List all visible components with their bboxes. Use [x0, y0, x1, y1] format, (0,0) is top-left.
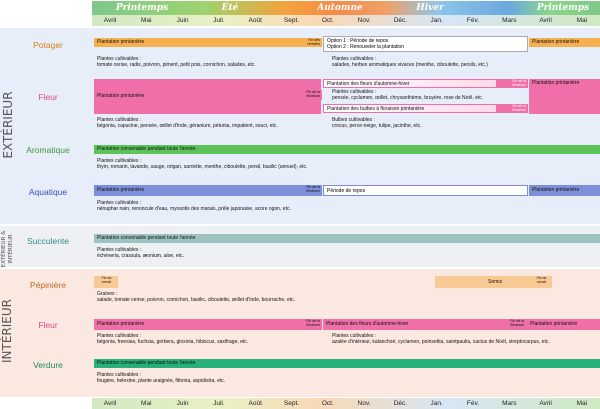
- month-label: Mai: [576, 400, 588, 407]
- verdure-note: Plantes cultivables : fougère, helexine, plante araignée, fittonia, aspidistra, etc.: [97, 372, 226, 385]
- pepiniere-note: Graines : salade, tomate cerise, poivron, cornichon, basilic, ciboulette, œillet d'Inde, bourrache, etc.: [97, 291, 296, 304]
- month-label: Déc.: [393, 400, 408, 407]
- potager-spring-bar: [94, 38, 321, 47]
- season-spring-2: Printemps: [536, 3, 590, 13]
- month-label: Sept.: [283, 400, 300, 407]
- aquatique-spring-bar-2: Plantation printanière: [529, 185, 600, 196]
- row-label-pepiniere: Pépinière: [30, 280, 66, 290]
- row-label-verdure: Verdure: [33, 360, 63, 370]
- month-label: Avril: [539, 17, 552, 24]
- verdure-bar: Plantation convenable pendant toute l'année: [94, 359, 600, 368]
- fleur-int-end-label: Fin de la floraison: [298, 319, 322, 330]
- fleur-note-left: Plantes cultivables : bégonia, capucine, pensée, œillet d'Inde, géranium, pétunia, impatient, souci, etc.: [97, 117, 278, 130]
- month-label: Sept.: [283, 17, 300, 24]
- season-summer: Été: [221, 3, 239, 13]
- month-label: Juil.: [213, 400, 225, 407]
- season-autumn: Automne: [317, 3, 363, 13]
- fleur-end-label: Fin de la floraison: [298, 90, 322, 100]
- aquatique-spring-bar: Plantation printanière: [94, 185, 321, 196]
- fleur-note-autumn: Plantes cultivables : pensée, cyclamen, œillet, chrysanthème, bruyère, rose de Noël, etc.: [332, 89, 484, 102]
- row-label-succulente: Succulente: [26, 236, 70, 246]
- pepiniere-semis-label: Semis: [488, 279, 502, 285]
- fleur-bulbs-end: Fin de la floraison: [496, 104, 528, 113]
- month-label: Avril: [103, 17, 117, 24]
- season-spring: Printemps: [115, 3, 169, 13]
- fleur-spring-bar-2: Plantation printanière: [529, 79, 600, 114]
- exterior-label: EXTÉRIEUR: [1, 91, 15, 159]
- fleur-autumn-end: Fin de la floraison: [496, 79, 528, 88]
- row-label-potager: Potager: [33, 40, 63, 50]
- fleur-int-spring-bar: Plantation printanière: [94, 319, 321, 330]
- aromatique-note: Plantes cultivables : thym, romarin, lavande, sauge, origan, sarriette, menthe, ciboulette, persil, basilic (annuel), etc.: [97, 158, 308, 171]
- month-label: Déc.: [393, 17, 408, 24]
- month-label: Mars: [502, 17, 517, 24]
- row-label-fleur: Fleur: [38, 92, 58, 102]
- succulente-bar: Plantation convenable pendant toute l'année: [94, 234, 600, 243]
- aquatique-rest-box: Période de repos: [323, 185, 528, 196]
- month-label: Jan.: [430, 400, 443, 407]
- potager-spring-bar-2: Plantation printanière: [529, 38, 600, 47]
- potager-end-label: Fin des récoltes: [298, 38, 322, 47]
- interior-label: INTÉRIEUR: [0, 299, 14, 364]
- fleur-spring-bar: Plantation printanière: [94, 79, 321, 114]
- fleur-int-autumn-end: Fin de la floraison: [496, 319, 526, 330]
- succulente-note: Plantes cultivables : échéveria, crassula, æonium, aloe, etc.: [97, 247, 184, 260]
- row-label-aquatique: Aquatique: [28, 187, 68, 197]
- fleur-int-note-left: Plantes cultivables : bégonia, freesias, fuchsia, gerbera, gloxinia, hibiscus, saxifrage, etc.: [97, 333, 249, 346]
- month-label: Août: [248, 17, 262, 24]
- mixed-label: EXTÉRIEUR & INTÉRIEUR: [1, 230, 14, 268]
- fleur-autumn-label: Plantation des fleurs d'automne-hiver: [327, 81, 410, 87]
- month-label: Fév.: [466, 400, 480, 407]
- month-label: Juin: [176, 17, 189, 24]
- potager-note-left: Plantes cultivables : tomate cerise, radis, poivron, piment, petit pois, cornichon, salades, etc.: [97, 56, 256, 69]
- month-label: Nov.: [357, 400, 371, 407]
- month-label: Juin: [176, 400, 189, 407]
- row-label-fleur-int: Fleur: [38, 320, 58, 330]
- potager-option2: Option 2 : Renouveler la plantation: [327, 44, 404, 50]
- fleur-bulbs-label: Plantation des bulbes à floraison printanière: [327, 106, 425, 112]
- month-label: Août: [248, 400, 262, 407]
- fleur-note-bulbs: Bulbes cultivables : crocus, perce-neige, tulipe, jacinthe, etc.: [332, 117, 422, 130]
- month-label: Avril: [539, 400, 552, 407]
- potager-note-right: Plantes cultivables : salades, herbes aromatiques vivaces (menthe, ciboulette, persils, etc.): [332, 56, 488, 69]
- month-label: Avril: [103, 400, 117, 407]
- row-label-aromatique: Aromatique: [26, 145, 70, 155]
- fleur-int-spring-bar-2: Plantation printanière: [527, 319, 600, 330]
- month-label: Oct.: [321, 400, 334, 407]
- month-label: Mai: [576, 17, 588, 24]
- potager-option1: Option 1 : Période de repos: [327, 38, 389, 44]
- aquatique-end-label: Fin de la floraison: [298, 185, 322, 196]
- fleur-int-note-right: Plantes cultivables : azalée d'intérieur, kalanchoé, cyclamen, poinsettia, saintpaulia, cactus de Noël, streptocarpus, etc.: [332, 333, 550, 346]
- month-label: Nov.: [357, 17, 371, 24]
- month-label: Mai: [141, 400, 152, 407]
- month-label: Jan.: [430, 17, 443, 24]
- month-label: Juil.: [213, 17, 225, 24]
- fleur-int-autumn-bar: Plantation des fleurs d'automne-hiver: [323, 319, 528, 330]
- season-winter: Hiver: [416, 3, 444, 13]
- aromatique-bar: Plantation convenable pendant toute l'année: [94, 145, 600, 154]
- potager-spring-label: Plantation printanière: [97, 39, 145, 45]
- pepiniere-end-2: Fin du semis: [530, 276, 552, 288]
- pepiniere-end-1: Fin du semis: [94, 276, 118, 288]
- month-label: Mars: [502, 400, 517, 407]
- mixed-section: [0, 226, 600, 267]
- aquatique-note: Plantes cultivables : nénuphar nain, renoncule d'eau, myosotis des marais, prêle japonaise, acore ogon, etc.: [97, 200, 291, 213]
- potager-option-box: [323, 36, 528, 52]
- month-label: Mai: [141, 17, 152, 24]
- month-label: Oct.: [321, 17, 334, 24]
- month-label: Fév.: [466, 17, 480, 24]
